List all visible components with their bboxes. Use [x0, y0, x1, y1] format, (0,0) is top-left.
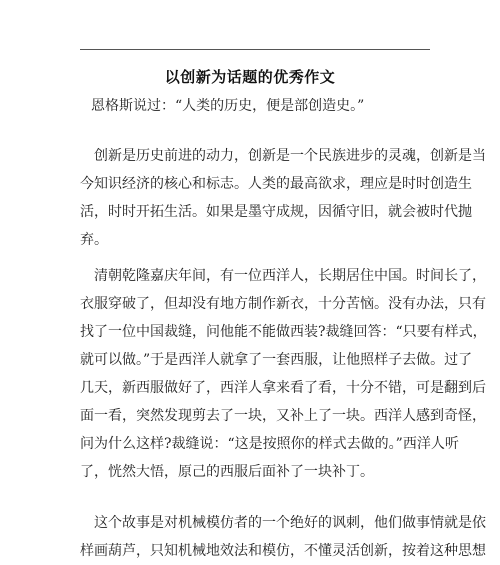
- paragraph-line: 几天，新西服做好了，西洋人拿来看了看，十分不错，可是翻到后: [80, 380, 486, 396]
- paragraph-line: 样画葫芦，只知机械地效法和模仿，不懂灵活创新，按着这种思想: [80, 543, 486, 559]
- document-title: 以创新为话题的优秀作文: [164, 68, 336, 86]
- paragraph-1: [80, 142, 486, 254]
- paragraph-line: 就可以做。”于是西洋人就拿了一套西服，让他照样子去做。过了: [80, 352, 473, 368]
- intro-quote: 恩格斯说过：“人类的历史，便是部创造史。”: [91, 98, 365, 114]
- paragraph-line: 找了一位中国裁缝，问他能不能做西装?裁缝回答：“只要有样式，: [80, 324, 487, 340]
- paragraph-line: 清朝乾隆嘉庆年间，有一位西洋人，长期居住中国。时间长了，: [80, 268, 486, 284]
- paragraph-line: 这个故事是对机械模仿者的一个绝好的讽刺，他们做事情就是依: [80, 515, 486, 531]
- paragraph-line: 问为什么这样?裁缝说：“这是按照你的样式去做的。”西洋人听: [80, 436, 459, 452]
- header-rule: [80, 49, 430, 50]
- paragraph-3: [80, 509, 486, 565]
- paragraph-line: 弃。: [80, 232, 108, 248]
- paragraph-line: 活，时时开拓生活。如果是墨守成规，因循守旧，就会被时代抛: [80, 204, 472, 220]
- paragraph-2: [80, 262, 487, 486]
- paragraph-line: 创新是历史前进的动力，创新是一个民族进步的灵魂，创新是当: [80, 148, 486, 164]
- paragraph-line: 了，恍然大悟，原己的西服后面补了一块补丁。: [80, 464, 374, 480]
- paragraph-line: 面一看，突然发现剪去了一块，又补上了一块。西洋人感到奇怪，: [80, 408, 486, 424]
- paragraph-line: 衣服穿破了，但却没有地方制作新衣，十分苦恼。没有办法，只有: [80, 296, 486, 312]
- paragraph-line: 今知识经济的核心和标志。人类的最高欲求，理应是时时创造生: [80, 176, 472, 192]
